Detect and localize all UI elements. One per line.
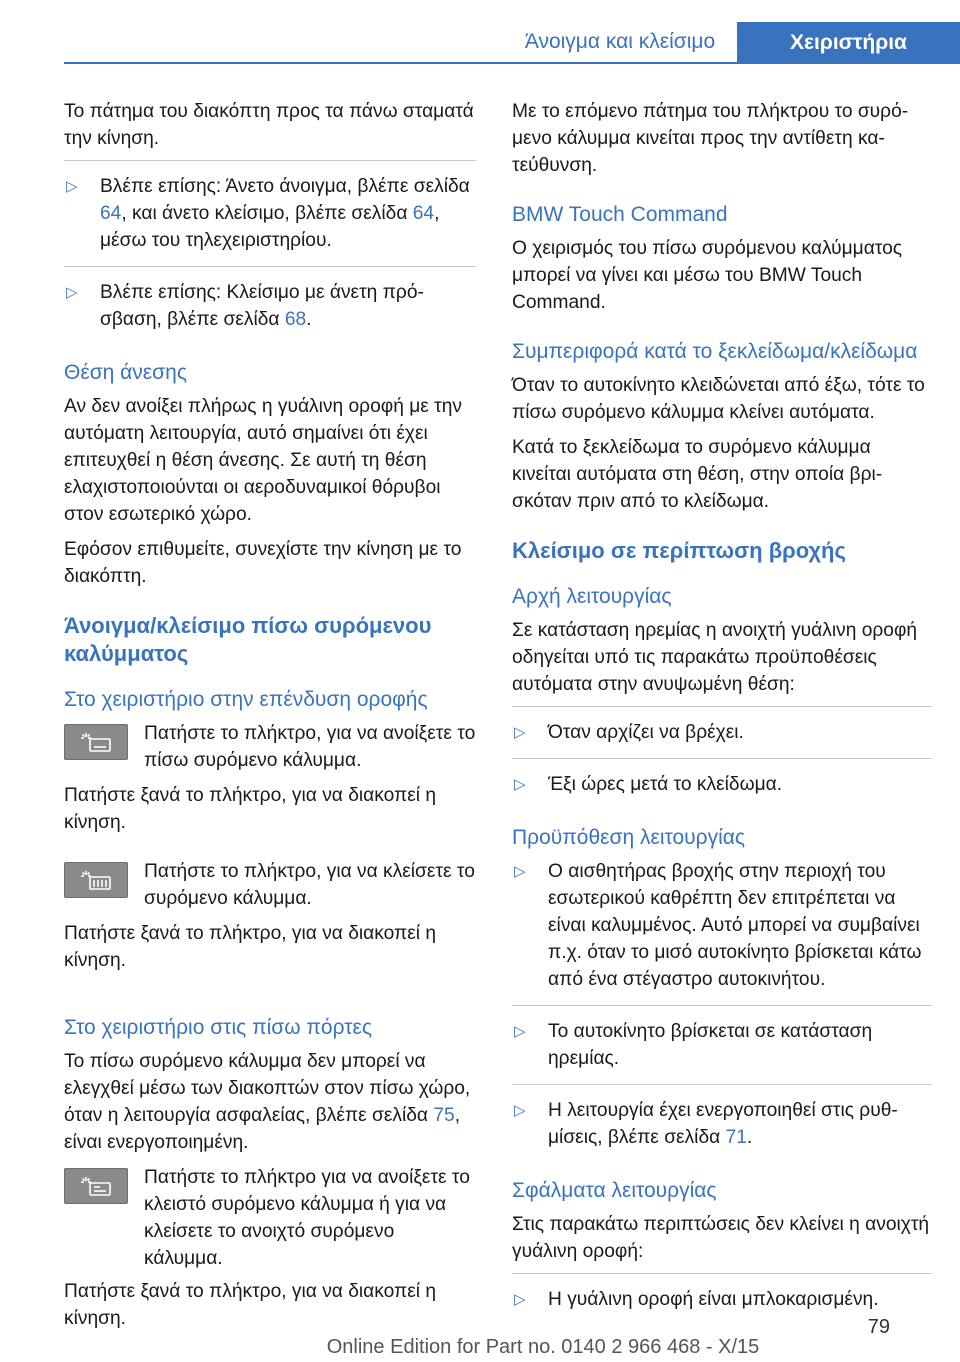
paragraph: Αν δεν ανοίξει πλήρως η γυάλινη οροφή με την αυτόματη λειτουργία, αυτό σημαίνει ότι έχει επιτευχθεί η θέση άνεσης. Σε αυτή τη θέση ελαχιστοποιούνται οι αεροδυναμικοί θόρυβοι στον εσωτερικό χώρο.: [64, 396, 462, 525]
triangle-bullet-icon: ▷: [514, 863, 526, 880]
list-item: [512, 1286, 932, 1313]
section-heading: Θέση άνεσης: [64, 361, 187, 384]
divider: [512, 1005, 932, 1006]
triangle-bullet-icon: ▷: [514, 1023, 526, 1040]
instruction-text: Πατήστε το πλήκτρο, για να ανοίξετε το πίσω συρόμενο κάλυμμα.: [144, 723, 476, 771]
triangle-bullet-icon: ▷: [514, 1102, 526, 1119]
paragraph: Πατήστε ξανά το πλήκτρο, για να διακοπεί η κίνηση.: [64, 1281, 437, 1329]
paragraph: Ο χειρισμός του πίσω συρόμενου καλύμματος μπορεί να γίνει και μέσω του BMW Touch Command.: [512, 238, 903, 313]
header-chapter-tab: Χειριστήρια: [737, 22, 960, 64]
see-also-text: Βλέπε επίσης: Κλείσιμο με άνετη πρόσβαση, βλέπε σελίδα: [100, 282, 424, 330]
see-also-item: [64, 173, 476, 254]
paragraph: Όταν το αυτοκίνητο κλειδώνεται από έξω, τότε το πίσω συρόμενο κάλυμμα κλείνει αυτόματα.: [512, 375, 925, 423]
list-item: [512, 719, 932, 746]
list-item-text: Το αυτοκίνητο βρίσκεται σε κατάσταση ηρεμίας.: [548, 1021, 873, 1069]
paragraph: Στις παρακάτω περιπτώσεις δεν κλείνει η ανοιχτή γυάλινη οροφή:: [512, 1214, 930, 1262]
paragraph: Σε κατάσταση ηρεμίας η ανοιχτή γυάλινη οροφή οδηγείται υπό τις παρακάτω προϋποθέσεις αυτόματα στην ανυψωμένη θέση:: [512, 620, 918, 695]
list-item-text: Η γυάλινη οροφή είναι μπλοκαρισμένη.: [548, 1289, 879, 1310]
section-heading: Κλείσιμο σε περίπτωση βροχής: [512, 538, 846, 563]
right-column: [512, 98, 932, 1325]
page-link[interactable]: 68: [284, 309, 307, 330]
triangle-bullet-icon: ▷: [514, 776, 526, 793]
left-column: [64, 98, 476, 1340]
edition-footer: Online Edition for Part no. 0140 2 966 468 - X/15: [326, 1336, 760, 1358]
triangle-bullet-icon: ▷: [66, 284, 78, 301]
divider: [512, 1273, 932, 1274]
subsection-heading: Στο χειριστήριο στην επένδυση οροφής: [64, 688, 428, 711]
instruction-text: Πατήστε το πλήκτρο για να ανοίξετε το κλειστό συρόμενο κάλυμμα ή για να κλείσετε το ανοιχτό συρόμενο κάλυμμα.: [144, 1167, 470, 1269]
header-section-title: Άνοιγμα και κλείσιμο: [524, 30, 716, 53]
paragraph: Εφόσον επιθυμείτε, συνεχίστε την κίνηση με το διακόπτη.: [64, 539, 462, 587]
list-item: [512, 858, 932, 993]
paragraph-text: Το πίσω συρόμενο κάλυμμα δεν μπορεί να ελεγχθεί μέσω των διακοπτών στον πίσω χώρο, όταν η λειτουργία ασφαλείας, βλέπε σελίδα: [64, 1051, 471, 1126]
rear-cover-toggle-button-icon: [64, 1168, 128, 1204]
instruction-with-button: [64, 1164, 476, 1272]
paragraph-text: , είναι ενεργοποιημένη.: [64, 1105, 461, 1153]
paragraph: Πατήστε ξανά το πλήκτρο, για να διακοπεί η κίνηση.: [64, 785, 437, 833]
list-item-text: Όταν αρχίζει να βρέχει.: [548, 722, 744, 743]
section-heading: Άνοιγμα/κλείσιμο πίσω συρόμενου καλύμματος: [64, 613, 432, 666]
subsection-heading: Αρχή λειτουργίας: [512, 585, 672, 608]
divider: [512, 758, 932, 759]
triangle-bullet-icon: ▷: [66, 178, 78, 195]
instruction-with-button: [64, 720, 476, 776]
paragraph: Με το επόμενο πάτημα του πλήκτρου το συρόμενο κάλυμμα κινείται προς την αντίθετη κατεύθυνση.: [512, 101, 909, 176]
list-item-text: Έξι ώρες μετά το κλείδωμα.: [548, 774, 783, 795]
see-also-item: [64, 279, 476, 333]
list-item-text: Η λειτουργία έχει ενεργοποιηθεί στις ρυθμίσεις, βλέπε σελίδα: [548, 1100, 898, 1148]
see-also-text: .: [306, 309, 312, 330]
divider: [512, 1084, 932, 1085]
paragraph: Το πάτημα του διακόπτη προς τα πάνω σταματά την κίνηση.: [64, 101, 474, 149]
page-link[interactable]: 71: [725, 1127, 747, 1148]
divider: [64, 266, 476, 267]
paragraph: [64, 1048, 476, 1156]
subsection-heading: Στο χειριστήριο στις πίσω πόρτες: [64, 1016, 373, 1039]
page-number: 79: [867, 1316, 890, 1338]
page-link[interactable]: 64: [100, 203, 122, 224]
section-heading: Συμπεριφορά κατά το ξεκλείδωμα/κλείδωμα: [512, 340, 918, 363]
subsection-heading: Σφάλματα λειτουργίας: [512, 1179, 717, 1202]
instruction-text: Πατήστε το πλήκτρο, για να κλείσετε το συρόμενο κάλυμμα.: [144, 861, 475, 909]
triangle-bullet-icon: ▷: [514, 724, 526, 741]
rear-cover-open-button-icon: [64, 724, 128, 760]
rear-cover-close-button-icon: [64, 862, 128, 898]
divider: [64, 160, 476, 161]
instruction-with-button: [64, 858, 476, 914]
list-item: [512, 1097, 932, 1151]
see-also-text: , και άνετο κλείσιμο, βλέπε σελίδα: [121, 203, 413, 224]
list-item: [512, 771, 932, 798]
subsection-heading: Προϋπόθεση λειτουργίας: [512, 826, 746, 849]
page-link[interactable]: 64: [412, 203, 435, 224]
list-item-text: .: [746, 1127, 753, 1148]
triangle-bullet-icon: ▷: [514, 1291, 526, 1308]
paragraph: Κατά το ξεκλείδωμα το συρόμενο κάλυμμα κινείται αυτόματα στη θέση, στην οποία βρισκόταν πριν από το κλείδωμα.: [512, 437, 883, 512]
see-also-text: Βλέπε επίσης: Άνετο άνοιγμα, βλέπε σελίδα: [100, 176, 470, 197]
divider: [512, 706, 932, 707]
see-also-text: , μέσω του τηλεχειριστηρίου.: [100, 203, 440, 251]
paragraph: Πατήστε ξανά το πλήκτρο, για να διακοπεί η κίνηση.: [64, 923, 437, 971]
section-heading: BMW Touch Command: [512, 203, 728, 226]
page-link[interactable]: 75: [433, 1105, 455, 1126]
list-item-text: Ο αισθητήρας βροχής στην περιοχή του εσωτερικού καθρέπτη δεν επιτρέπεται να είναι καλυμμένος. Αυτό μπορεί να συμβαίνει π.χ. όταν το μισό αυτοκίνητο βρίσκεται κάτω από ένα στέγαστρο αυτοκινήτου.: [548, 861, 922, 990]
list-item: [512, 1018, 932, 1072]
